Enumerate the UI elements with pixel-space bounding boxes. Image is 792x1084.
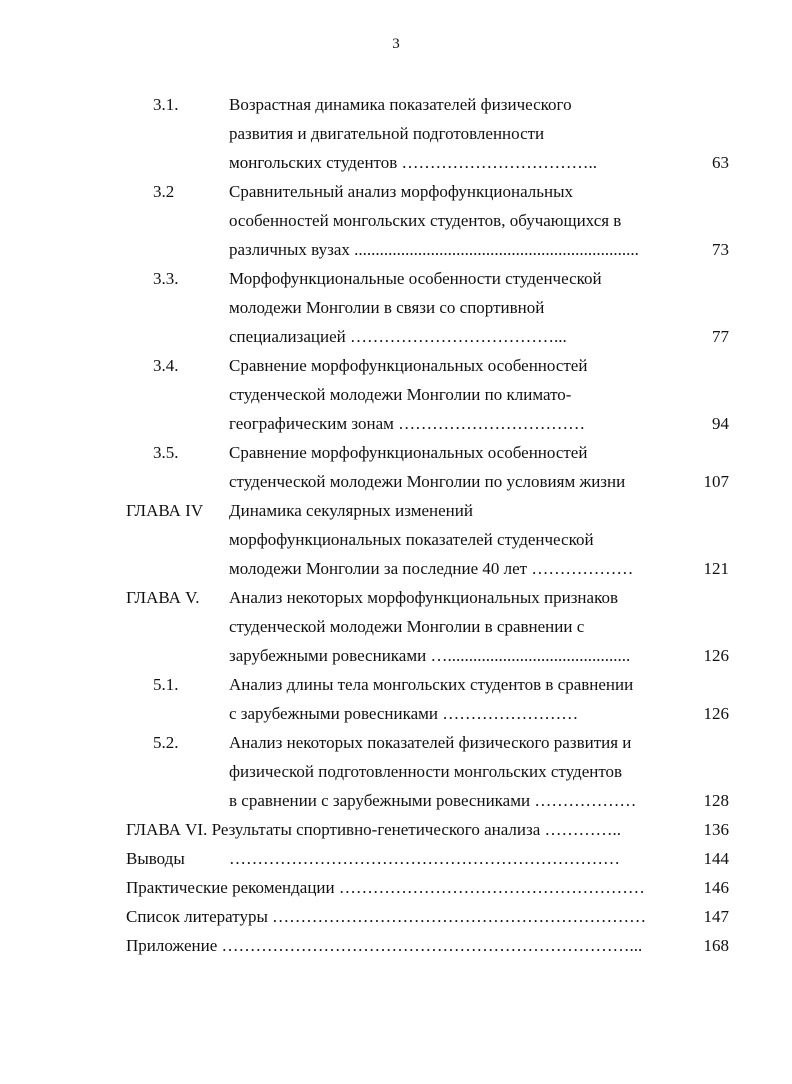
entry-label: Приложение ………………………………………………………………... <box>126 936 643 955</box>
section-title-line: Сравнительный анализ морфофункциональных <box>229 182 574 201</box>
entry-label: Список литературы ………………………………………………………… <box>126 907 647 926</box>
section-title-line: Анализ некоторых показателей физического развития и <box>229 733 632 752</box>
section-number: 5.2. <box>153 733 179 752</box>
section-title-line: студенческой молодежи Монголии по условиям жизни <box>229 472 626 491</box>
toc-entry-3-4 <box>0 351 792 380</box>
section-number: 5.1. <box>153 675 179 694</box>
entry-label: Практические рекомендации ……………………………………………… <box>126 878 645 897</box>
section-title-line: Анализ длины тела монгольских студентов в сравнении <box>229 675 634 694</box>
chapter-title-line: Динамика секулярных изменений <box>229 501 473 520</box>
section-title-line: Сравнение морфофункциональных особенностей <box>229 356 588 375</box>
section-title-line: Сравнение морфофункциональных особенностей <box>229 443 588 462</box>
section-title-line: специализацией ………………………………... <box>229 327 567 346</box>
section-title-line: Возрастная динамика показателей физического <box>229 95 572 114</box>
section-title-line: различных вузах ................................................................... <box>229 240 639 259</box>
toc-entry-chapter-4 <box>0 496 792 525</box>
page-ref: 147 <box>703 907 729 926</box>
page-ref: 168 <box>703 936 729 955</box>
page-ref: 94 <box>712 414 729 433</box>
toc-entry-chapter-6 <box>0 815 792 844</box>
section-title-line: молодежи Монголии в связи со спортивной <box>229 298 545 317</box>
toc-entry-3-5 <box>0 438 792 467</box>
page-ref: 121 <box>703 559 729 578</box>
section-title-line: в сравнении с зарубежными ровесниками ……………… <box>229 791 637 810</box>
chapter-title-line: ГЛАВА VI. Результаты спортивно-генетического анализа ………….. <box>126 820 622 839</box>
section-number: 3.5. <box>153 443 179 462</box>
toc-entry-chapter-5 <box>0 583 792 612</box>
page-ref: 126 <box>703 704 729 723</box>
toc-entry-5-2 <box>0 728 792 757</box>
page-ref: 126 <box>703 646 729 665</box>
section-title-line: развития и двигательной подготовленности <box>229 124 545 143</box>
section-title-line: Морфофункциональные особенности студенческой <box>229 269 602 288</box>
chapter-title-line: студенческой молодежи Монголии в сравнении с <box>229 617 585 636</box>
chapter-number: ГЛАВА V. <box>126 588 200 607</box>
toc-entry-conclusions <box>0 844 792 873</box>
section-title-line: с зарубежными ровесниками …………………… <box>229 704 579 723</box>
page-ref: 73 <box>712 240 729 259</box>
section-title-line: монгольских студентов …………………………….. <box>229 153 598 172</box>
table-of-contents <box>0 90 792 960</box>
section-number: 3.3. <box>153 269 179 288</box>
page-ref: 107 <box>703 472 729 491</box>
toc-entry-3-1 <box>0 90 792 119</box>
section-title-line: географическим зонам …………………………… <box>229 414 586 433</box>
page-ref: 77 <box>712 327 729 346</box>
page-ref: 128 <box>703 791 729 810</box>
chapter-number: ГЛАВА IV <box>126 501 204 520</box>
toc-entry-3-3 <box>0 264 792 293</box>
section-title-line: студенческой молодежи Монголии по климато- <box>229 385 572 404</box>
page-number: 3 <box>392 36 400 52</box>
dot-leader: …………………………………………………………… <box>229 849 620 868</box>
section-number: 3.2 <box>153 182 175 201</box>
chapter-title-line: Анализ некоторых морфофункциональных признаков <box>229 588 618 607</box>
chapter-title-line: морфофункциональных показателей студенческой <box>229 530 594 549</box>
entry-label: Выводы <box>126 849 185 868</box>
page-ref: 144 <box>703 849 729 868</box>
section-title-line: особенностей монгольских студентов, обучающихся в <box>229 211 622 230</box>
chapter-title-line: зарубежными ровесниками …........................................... <box>229 646 631 665</box>
toc-entry-literature <box>0 902 792 931</box>
section-number: 3.1. <box>153 95 179 114</box>
page-ref: 63 <box>712 153 729 172</box>
toc-entry-recommendations <box>0 873 792 902</box>
toc-entry-3-2 <box>0 177 792 206</box>
page-ref: 136 <box>703 820 729 839</box>
page-ref: 146 <box>703 878 729 897</box>
toc-entry-appendix <box>0 931 792 960</box>
chapter-title-line: молодежи Монголии за последние 40 лет ……………… <box>229 559 634 578</box>
toc-entry-5-1 <box>0 670 792 699</box>
section-number: 3.4. <box>153 356 179 375</box>
section-title-line: физической подготовленности монгольских студентов <box>229 762 623 781</box>
